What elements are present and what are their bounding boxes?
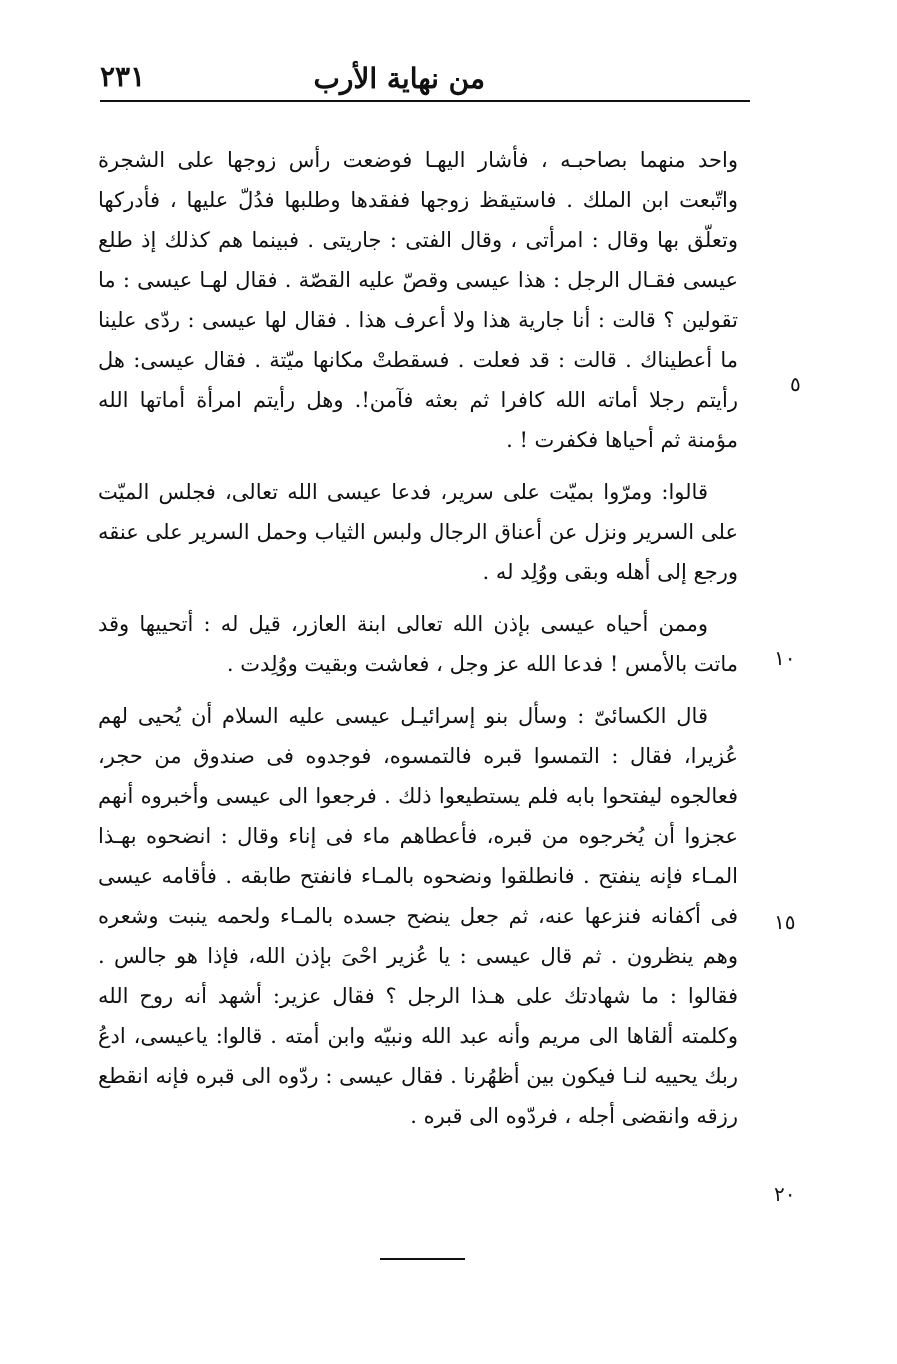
paragraph-2: قالوا: ومرّوا بميّت على سرير، فدعا عيسى الله تعالى، فجلس الميّت على السرير ونزل عن أعناق الرجال ولبس الثياب وحمل السرير على عنقه ورجع إلى أهله وبقى ووُلِد له . xyxy=(98,480,738,584)
line-number-5: ٥ xyxy=(790,372,801,396)
line-number-15: ١٥ xyxy=(774,910,796,934)
running-header xyxy=(100,60,750,102)
header-rule xyxy=(100,100,750,102)
page-number: ٢٣١ xyxy=(100,60,146,93)
line-number-10: ١٠ xyxy=(774,646,796,670)
paragraph-1: واحد منهما بصاحبـه ، فأشار اليهـا فوضعت رأس زوجها على الشجرة واتّبعت ابن الملك . فاستيقظ زوجها ففقدها وطلبها فدُلّ عليها ، فأدركها وتعلّق بها وقال : امرأتى ، وقال الفتى : جاريتى . فبينما هم كذلك إذ طلع عيسى فقـال الرجل : هذا عيسى وقصّ عليه القصّة . فقال لهـا عيسى : ما تقولين ؟ قالت : أنا جارية هذا ولا أعرف هذا . فقال لها عيسى : ردّى علينا ما أعطيناك . قالت : قد فعلت . فسقطتْ مكانها ميّتة . فقال عيسى: هل رأيتم رجلا أماته الله كافرا ثم بعثه فآمن!. وهل رأيتم امرأة أماتها الله مؤمنة ثم أحياها فكفرت ! . xyxy=(98,148,738,452)
running-title: من نهاية الأرب xyxy=(313,62,485,95)
end-rule xyxy=(380,1258,465,1260)
paragraph-4: قال الكسائىّ : وسأل بنو إسرائيـل عيسى عليه السلام أن يُحيى لهم عُزيرا، فقال : التمسوا قبره فالتمسوه، فوجدوه فى صندوق من حجر، فعالجوه ليفتحوا بابه فلم يستطيعوا ذلك . فرجعوا الى عيسى وأخبروه أنهم عجزوا أن يُخرجوه من قبره، فأعطاهم ماء فى إناء وقال : انضحوه بهـذا المـاء فإنه ينفتح . فانطلقوا ونضحوه بالمـاء فانفتح طابقه . فأقامه عيسى فى أكفانه فنزعها عنه، ثم جعل ينضح جسده بالمـاء ولحمه ينبت وشعره وهم ينظرون . ثم قال عيسى : يا عُزير احْىَ بإذن الله، فإذا هو جالس . فقالوا : ما شهادتك على هـذا الرجل ؟ فقال عزير: أشهد أنه روح الله وكلمته ألقاها الى مريم وأنه عبد الله ونبيّه وابن أمته . قالوا: ياعيسى، ادعُ ربك يحييه لنـا فيكون بين أظهُرنا . فقال عيسى : ردّوه الى قبره فإنه انقطع رزقه وانقضى أجله ، فردّوه الى قبره . xyxy=(98,704,738,1128)
main-text xyxy=(98,140,738,1148)
paragraph-3: وممن أحياه عيسى بإذن الله تعالى ابنة العازر، قيل له : أتحييها وقد ماتت بالأمس ! فدعا الله عز وجل ، فعاشت وبقيت ووُلِدت . xyxy=(98,612,738,676)
line-number-20: ٢٠ xyxy=(774,1182,796,1206)
